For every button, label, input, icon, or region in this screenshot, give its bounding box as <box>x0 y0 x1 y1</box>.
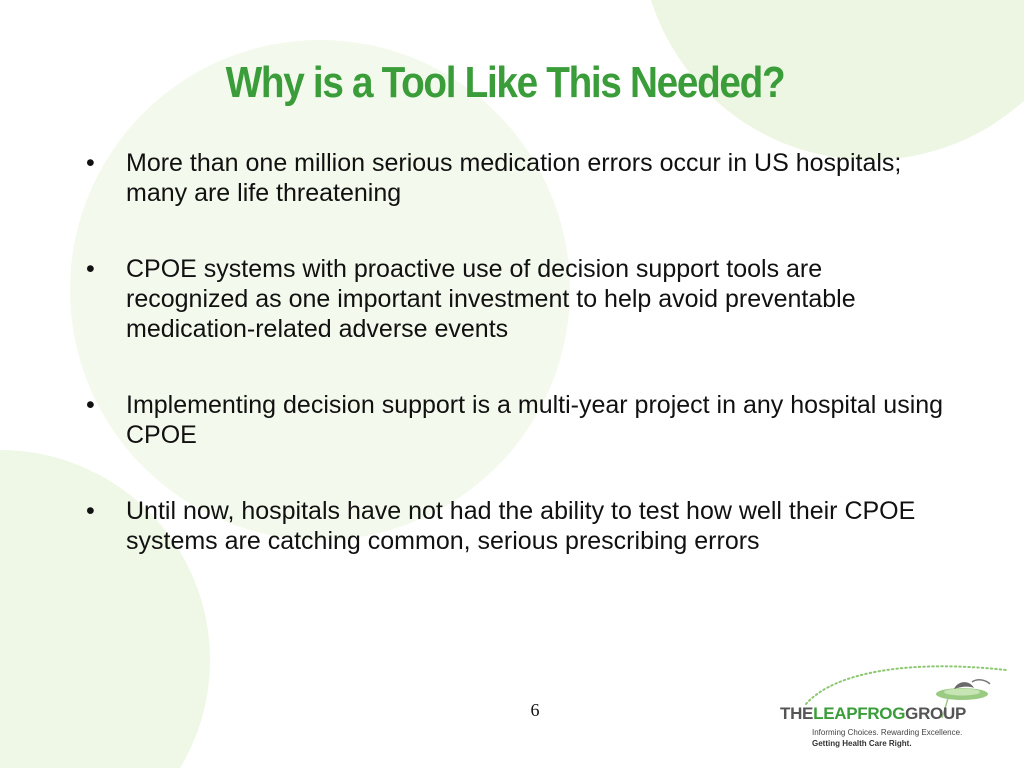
logo-name <box>780 704 966 724</box>
bullet-item <box>86 496 946 556</box>
logo-tagline: Informing Choices. Rewarding Excellence. <box>812 728 963 737</box>
bullet-list <box>86 148 946 602</box>
bullet-text: Implementing decision support is a multi-year project in any hospital using CPOE <box>126 391 944 449</box>
slide-title: Why is a Tool Like This Needed? <box>225 58 785 107</box>
bullet-text: More than one million serious medication errors occur in US hospitals; many are life threatening <box>126 149 902 207</box>
bullet-text: Until now, hospitals have not had the ability to test how well their CPOE systems are catching common, serious prescribing errors <box>126 497 916 555</box>
bullet-dot: • <box>86 391 95 419</box>
bullet-item <box>86 148 946 208</box>
logo-name-group: GROUP <box>905 704 966 723</box>
leapfrog-logo <box>776 662 1016 762</box>
bullet-dot: • <box>86 149 95 177</box>
bullet-text: CPOE systems with proactive use of decision support tools are recognized as one important investment to help avoid preventable medication-related adverse events <box>126 255 856 343</box>
bullet-dot: • <box>86 255 95 283</box>
page-number: 6 <box>530 700 540 720</box>
logo-name-leapfrog: LEAPFROG <box>813 704 906 723</box>
bullet-item <box>86 390 946 450</box>
bullet-dot: • <box>86 497 95 525</box>
bullet-item <box>86 254 946 344</box>
logo-name-the: THE <box>780 704 814 723</box>
logo-slogan: Getting Health Care Right. <box>812 739 912 748</box>
